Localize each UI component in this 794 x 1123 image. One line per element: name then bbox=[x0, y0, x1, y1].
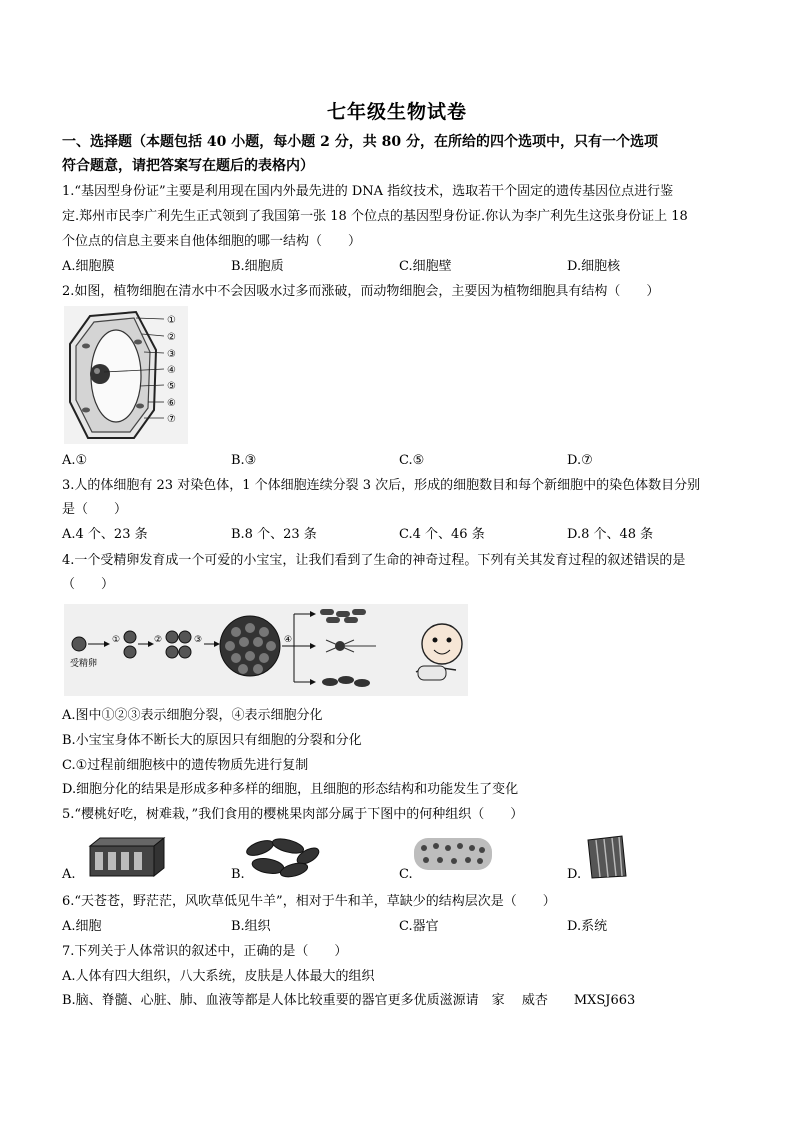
q4-line1: 4.一个受精卵发育成一个可爱的小宝宝，让我们看到了生命的神奇过程。下列有关其发育过程的叙述错误的是 bbox=[62, 553, 686, 568]
zygote-label: 受精卵 bbox=[70, 659, 98, 669]
q4-option-d[interactable]: D.细胞分化的结果是形成多种多样的细胞，且细胞的形态结构和功能发生了变化 bbox=[62, 782, 519, 797]
q7-option-b[interactable]: B.脑、脊髓、心脏、肺、血液等都是人体比较重要的器官更多优质滋源请 家 威杏 MXSJ663 bbox=[62, 993, 636, 1008]
page-title: 七年级生物试卷 bbox=[326, 101, 467, 123]
q5-option-a[interactable]: A. bbox=[62, 867, 76, 882]
q1-line2: 定.郑州市民李广利先生正式领到了我国第一张 18 个位点的基因型身份证.你认为李广利先生这张身份证上 18 bbox=[62, 209, 688, 224]
step-4-label: ④ bbox=[284, 635, 293, 645]
q1-option-c[interactable]: C.细胞壁 bbox=[399, 259, 452, 274]
q5-option-d[interactable]: D. bbox=[567, 867, 582, 882]
q4-option-a[interactable]: A.图中①②③表示细胞分裂，④表示细胞分化 bbox=[62, 708, 323, 723]
q4-option-b[interactable]: B.小宝宝身体不断长大的原因只有细胞的分裂和分化 bbox=[62, 733, 362, 748]
cell-label-2: ② bbox=[167, 332, 176, 343]
q6-option-b[interactable]: B.组织 bbox=[231, 919, 271, 934]
q7-option-a[interactable]: A.人体有四大组织，八大系统，皮肤是人体最大的组织 bbox=[62, 969, 375, 984]
cell-label-6: ⑥ bbox=[167, 398, 176, 409]
section-heading-line2: 符合题意，请把答案写在题后的表格内） bbox=[62, 158, 314, 174]
q3-option-c[interactable]: C.4 个、46 条 bbox=[399, 527, 485, 542]
q2-option-c[interactable]: C.⑤ bbox=[399, 453, 425, 468]
cell-label-3: ③ bbox=[167, 349, 176, 360]
q5-option-c[interactable]: C. bbox=[399, 867, 413, 882]
q1-option-a[interactable]: A.细胞膜 bbox=[62, 259, 115, 274]
development-figure bbox=[64, 604, 468, 696]
cell-label-4: ④ bbox=[167, 365, 176, 376]
q3-line1: 3.人的体细胞有 23 对染色体，1 个体细胞连续分裂 3 次后，形成的细胞数目和每个新细胞中的染色体数目分别 bbox=[62, 478, 701, 493]
q2-option-b[interactable]: B.③ bbox=[231, 453, 257, 468]
q2-option-a[interactable]: A.① bbox=[62, 453, 88, 468]
cell-label-7: ⑦ bbox=[167, 414, 176, 425]
tissue-image-a bbox=[86, 834, 168, 880]
q6-line1: 6.“天苍苍，野茫茫，风吹草低见牛羊”，相对于牛和羊，草缺少的结构层次是（ ） bbox=[62, 894, 556, 909]
cell-label-1: ① bbox=[167, 315, 176, 326]
tissue-image-c bbox=[412, 834, 494, 874]
q6-option-d[interactable]: D.系统 bbox=[567, 919, 608, 934]
q2-option-d[interactable]: D.⑦ bbox=[567, 453, 593, 468]
q3-option-d[interactable]: D.8 个、48 条 bbox=[567, 527, 654, 542]
q1-line3: 个位点的信息主要来自他体细胞的哪一结构（ ） bbox=[62, 234, 362, 249]
q6-option-a[interactable]: A.细胞 bbox=[62, 919, 102, 934]
q1-line1: 1.“基因型身份证”主要是利用现在国内外最先进的 DNA 指纹技术，选取若干个固定的遗传基因位点进行鉴 bbox=[62, 184, 674, 199]
step-3-label: ③ bbox=[194, 635, 203, 645]
q5-line1: 5.“樱桃好吃，树难栽，”我们食用的樱桃果肉部分属于下图中的何种组织（ ） bbox=[62, 807, 524, 822]
step-2-label: ② bbox=[154, 635, 163, 645]
tissue-image-d bbox=[582, 834, 632, 880]
plant-cell-figure bbox=[64, 306, 188, 444]
q5-option-b[interactable]: B. bbox=[231, 867, 245, 882]
q4-option-c[interactable]: C.①过程前细胞核中的遗传物质先进行复制 bbox=[62, 758, 309, 773]
q3-line2: 是（ ） bbox=[62, 502, 128, 517]
q6-option-c[interactable]: C.器官 bbox=[399, 919, 439, 934]
tissue-image-b bbox=[244, 834, 322, 880]
q2-line1: 2.如图，植物细胞在清水中不会因吸水过多而涨破，而动物细胞会，主要因为植物细胞具有结构（ ） bbox=[62, 284, 660, 299]
q4-line2: （ ） bbox=[62, 577, 115, 592]
q7-line1: 7.下列关于人体常识的叙述中，正确的是（ ） bbox=[62, 944, 348, 959]
q3-option-b[interactable]: B.8 个、23 条 bbox=[231, 527, 317, 542]
q1-option-b[interactable]: B.细胞质 bbox=[231, 259, 284, 274]
step-1-label: ① bbox=[112, 635, 121, 645]
cell-label-5: ⑤ bbox=[167, 381, 176, 392]
section-heading-line1: 一、选择题（本题包括 40 小题，每小题 2 分，共 80 分，在所给的四个选项中，只有一个选项 bbox=[62, 134, 658, 150]
q3-option-a[interactable]: A.4 个、23 条 bbox=[62, 527, 148, 542]
q1-option-d[interactable]: D.细胞核 bbox=[567, 259, 621, 274]
